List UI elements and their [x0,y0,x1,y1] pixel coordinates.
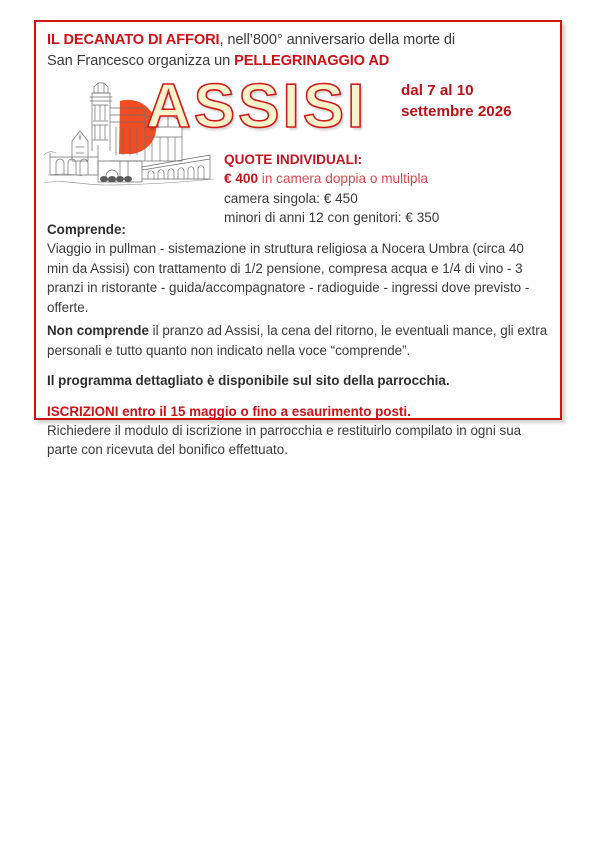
decanato-label: IL DECANATO DI AFFORI [47,32,220,48]
includes-label: Comprende: [47,222,126,237]
basilica-di-assisi-sketch-icon [42,75,218,197]
excludes-text: il pranzo ad Assisi, la cena del ritorno, le eventuali mance, gli extra personali e tutto quanto non indicato nella voce “comprende”. [47,323,548,358]
travel-dates [401,80,512,123]
price-double-desc: in camera doppia o multipla [258,171,429,187]
travel-dates-line-1: dal 7 al 10 [401,81,474,99]
price-row-double [224,169,439,188]
registration-section [47,402,549,460]
flyer-body [47,220,549,471]
prices-heading: QUOTE INDIVIDUALI: [224,152,363,167]
program-note: Il programma dettagliato è disponibile sul sito della parrocchia. [47,373,450,389]
flyer-panel [34,20,562,458]
header-line-2 [47,51,549,72]
pellegrinaggio-label: PELLEGRINAGGIO AD [234,53,390,70]
hedge-shapes [100,176,132,182]
includes-section [47,220,549,317]
price-row-minors: minori di anni 12 con genitori: € 350 [224,209,440,225]
assisi-wordmark: ASSISI [146,71,368,141]
excludes-section [47,321,549,360]
travel-dates-line-2: settembre 2026 [401,103,512,121]
registration-heading: ISCRIZIONI entro il 15 maggio o fino a esaurimento posti. [47,403,411,419]
prices-block [224,150,439,227]
header-line-2-plain: San Francesco organizza un [47,53,235,70]
header-line-1 [47,30,549,51]
price-row-single: camera singola: € 450 [224,190,358,206]
price-double-amount: € 400 [224,171,259,187]
includes-text: Viaggio in pullman - sistemazione in struttura religiosa a Nocera Umbra (circa 40 min da Assisi) con trattamento di 1/2 pensione, compresa acqua e 1/4 di vino - 3 pranzi in ristorante - guida/accompagnatore - radioguide - ingressi dove previsto - offerte. [47,241,530,315]
header-line-1-rest: , nell’800° anniversario della morte di [219,32,456,48]
excludes-label: Non comprende [47,323,149,339]
flyer-header [36,22,560,73]
title-band [36,71,560,146]
registration-text: Richiedere il modulo di iscrizione in parrocchia e restituirlo compilato in ogni sua parte con ricevuta del bonifico effettuato. [47,422,522,458]
